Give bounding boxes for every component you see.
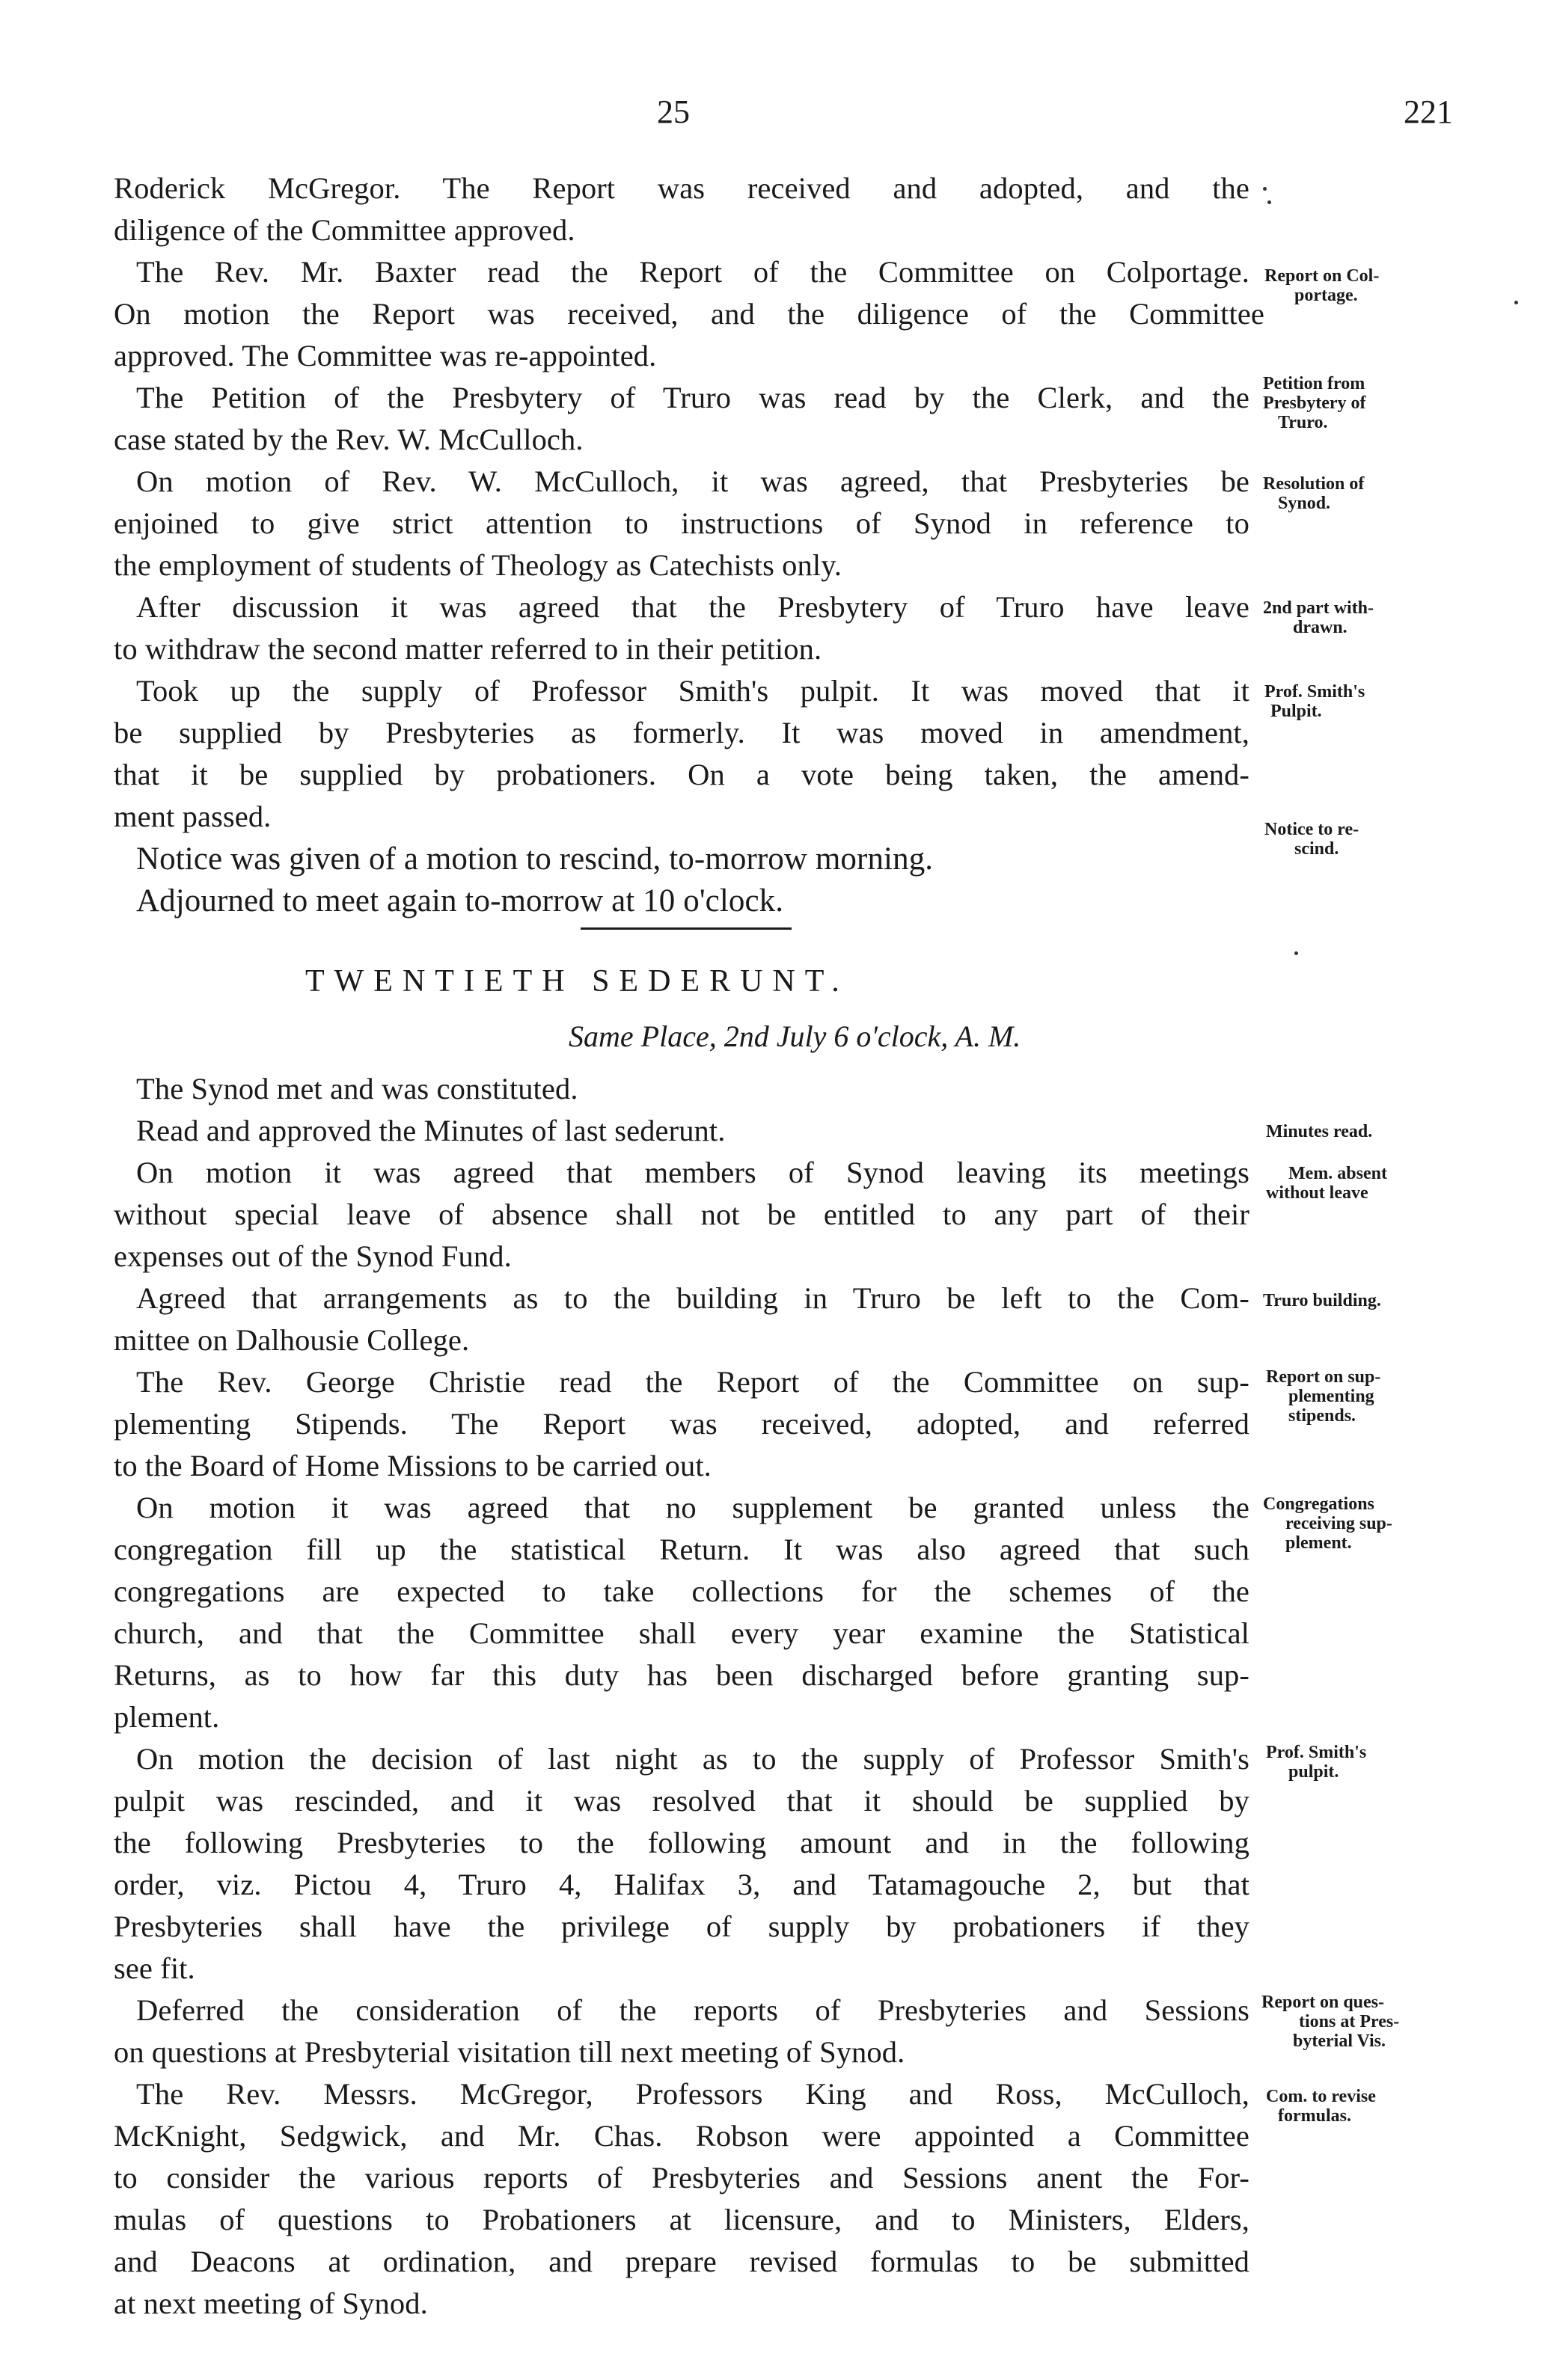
note-line: portage. xyxy=(1294,286,1358,305)
note-line: Presbytery of xyxy=(1263,393,1366,413)
text-line: mulas of questions to Probationers at licensure, and to Ministers, Elders, xyxy=(114,2203,1249,2236)
note-line: Resolution of xyxy=(1263,474,1365,494)
note-line: formulas. xyxy=(1278,2106,1351,2126)
text-line: without special leave of absence shall not be entitled to any part of their xyxy=(114,1197,1249,1231)
note-line: 2nd part with- xyxy=(1263,598,1374,618)
note-line: receiving sup- xyxy=(1285,1514,1392,1533)
text-line: On motion the Report was received, and the diligence of the Committee xyxy=(114,297,1264,331)
text-line: Roderick McGregor. The Report was received and adopted, and the xyxy=(114,171,1249,205)
page-number: 25 xyxy=(657,93,690,130)
note-line: Com. to revise xyxy=(1266,2087,1376,2106)
note-line: pulpit. xyxy=(1288,1762,1339,1782)
margin-note-formulas xyxy=(1266,2087,1376,2126)
section-divider xyxy=(581,927,792,930)
margin-note-petition xyxy=(1263,374,1366,432)
margin-note-withdrawn xyxy=(1263,598,1374,637)
text-line: The Rev. Messrs. McGregor, Professors King and Ross, McCulloch, xyxy=(136,2077,1249,2111)
margin-note-smith-pulpit-2 xyxy=(1266,1743,1366,1782)
note-line: drawn. xyxy=(1293,618,1347,637)
text-line: On motion it was agreed that members of Synod leaving its meetings xyxy=(136,1156,1249,1189)
text-line: the following Presbyteries to the following amount and in the following xyxy=(114,1826,1249,1859)
text-line: church, and that the Committee shall every year examine the Statistical xyxy=(114,1616,1249,1650)
text-line: enjoined to give strict attention to instructions of Synod in reference to xyxy=(114,506,1249,540)
text-line: The Rev. Mr. Baxter read the Report of the Committee on Colportage. xyxy=(136,255,1249,289)
note-line: Truro building. xyxy=(1263,1291,1381,1310)
text-line: approved. The Committee was re-appointed. xyxy=(114,339,657,372)
text-line: The Petition of the Presbytery of Truro was read by the Clerk, and the xyxy=(136,381,1249,414)
text-line: Notice was given of a motion to rescind, to-morrow morning. xyxy=(136,841,934,877)
sederunt-dateline: Same Place, 2nd July 6 o'clock, A. M. xyxy=(569,1019,1021,1053)
text-line: McKnight, Sedgwick, and Mr. Chas. Robson were appointed a Committee xyxy=(114,2119,1249,2153)
margin-note-smith-pulpit xyxy=(1264,682,1365,721)
note-line: Prof. Smith's xyxy=(1264,682,1365,702)
text-line: The Rev. George Christie read the Report of the Committee on sup- xyxy=(136,1365,1249,1399)
note-line: Pulpit. xyxy=(1270,702,1322,721)
margin-note-congregations xyxy=(1263,1494,1392,1553)
text-line: plementing Stipends. The Report was received, adopted, and referred xyxy=(114,1407,1249,1441)
text-line: Agreed that arrangements as to the building in Truro be left to the Com- xyxy=(136,1281,1249,1315)
text-line: order, viz. Pictou 4, Truro 4, Halifax 3, and Tatamagouche 2, but that xyxy=(114,1868,1249,1901)
text-line: expenses out of the Synod Fund. xyxy=(114,1239,512,1273)
text-line: be supplied by Presbyteries as formerly. It was moved in amendment, xyxy=(114,716,1249,749)
margin-note-truro-building xyxy=(1263,1291,1381,1310)
text-line: mittee on Dalhousie College. xyxy=(114,1323,470,1357)
text-line: The Synod met and was constituted. xyxy=(136,1072,578,1105)
note-line: byterial Vis. xyxy=(1293,2031,1386,2051)
text-line: On motion of Rev. W. McCulloch, it was agreed, that Presbyteries be xyxy=(136,464,1249,498)
margin-note-minutes xyxy=(1266,1122,1372,1141)
margin-note-colportage xyxy=(1264,266,1379,305)
margin-note-visitation xyxy=(1261,1993,1399,2051)
note-line: Truro. xyxy=(1278,413,1328,432)
text-line: Deferred the consideration of the reports of Presbyteries and Sessions xyxy=(136,1993,1249,2027)
print-speck xyxy=(1294,951,1298,955)
text-line: at next meeting of Synod. xyxy=(114,2287,428,2320)
print-speck xyxy=(1514,301,1518,304)
volume-page-number: 221 xyxy=(1404,93,1453,130)
note-line: Notice to re- xyxy=(1264,820,1359,839)
note-line: Report on sup- xyxy=(1266,1367,1381,1387)
margin-note-absent xyxy=(1266,1164,1387,1203)
text-line: diligence of the Committee approved. xyxy=(114,213,575,247)
text-line: to the Board of Home Missions to be carried out. xyxy=(114,1449,712,1482)
text-line: case stated by the Rev. W. McCulloch. xyxy=(114,423,584,456)
text-line: the employment of students of Theology as Catechists only. xyxy=(114,548,842,582)
text-line: pulpit was rescinded, and it was resolved that it should be supplied by xyxy=(114,1784,1249,1818)
text-line: that it be supplied by probationers. On a vote being taken, the amend- xyxy=(114,758,1249,791)
sederunt-heading: TWENTIETH SEDERUNT. xyxy=(305,964,849,999)
text-line: on questions at Presbyterial visitation till next meeting of Synod. xyxy=(114,2035,905,2069)
text-line: congregations are expected to take collections for the schemes of the xyxy=(114,1574,1249,1608)
text-line: see fit. xyxy=(114,1951,195,1985)
print-speck xyxy=(1263,187,1267,191)
note-line: plementing xyxy=(1288,1387,1374,1406)
note-line: Minutes read. xyxy=(1266,1122,1373,1141)
note-line: Report on Col- xyxy=(1264,266,1380,286)
note-line: Mem. absent xyxy=(1288,1164,1387,1183)
text-line: to consider the various reports of Presbyteries and Sessions anent the For- xyxy=(114,2161,1249,2195)
note-line: stipends. xyxy=(1288,1406,1356,1426)
text-line: On motion the decision of last night as to the supply of Professor Smith's xyxy=(136,1742,1249,1776)
text-line: and Deacons at ordination, and prepare revised formulas to be submitted xyxy=(114,2245,1249,2278)
text-line: On motion it was agreed that no supplement be granted unless the xyxy=(136,1491,1249,1524)
text-line: plement. xyxy=(114,1700,220,1734)
note-line: Synod. xyxy=(1278,494,1331,513)
note-line: Congregations xyxy=(1263,1494,1374,1514)
note-line: Report on ques- xyxy=(1261,1993,1385,2012)
print-speck xyxy=(1267,200,1271,204)
text-line: Took up the supply of Professor Smith's pulpit. It was moved that it xyxy=(136,674,1249,708)
text-line: congregation fill up the statistical Return. It was also agreed that such xyxy=(114,1533,1249,1566)
text-line: ment passed. xyxy=(114,800,272,833)
margin-note-rescind xyxy=(1264,820,1359,859)
text-line: After discussion it was agreed that the Presbytery of Truro have leave xyxy=(136,590,1249,624)
text-line: Adjourned to meet again to-morrow at 10 o'clock. xyxy=(136,883,784,918)
note-line: Prof. Smith's xyxy=(1266,1743,1367,1762)
note-line: scind. xyxy=(1294,839,1339,859)
margin-note-stipends xyxy=(1266,1367,1380,1426)
text-line: Presbyteries shall have the privilege of supply by probationers if they xyxy=(114,1910,1249,1943)
margin-note-resolution xyxy=(1263,474,1364,513)
text-line: to withdraw the second matter referred to in their petition. xyxy=(114,632,822,666)
text-line: Read and approved the Minutes of last sederunt. xyxy=(136,1114,726,1147)
note-line: plement. xyxy=(1285,1533,1352,1553)
note-line: Petition from xyxy=(1263,374,1365,393)
note-line: without leave xyxy=(1266,1183,1368,1203)
note-line: tions at Pres- xyxy=(1299,2012,1400,2031)
text-line: Returns, as to how far this duty has been discharged before granting sup- xyxy=(114,1658,1249,1692)
